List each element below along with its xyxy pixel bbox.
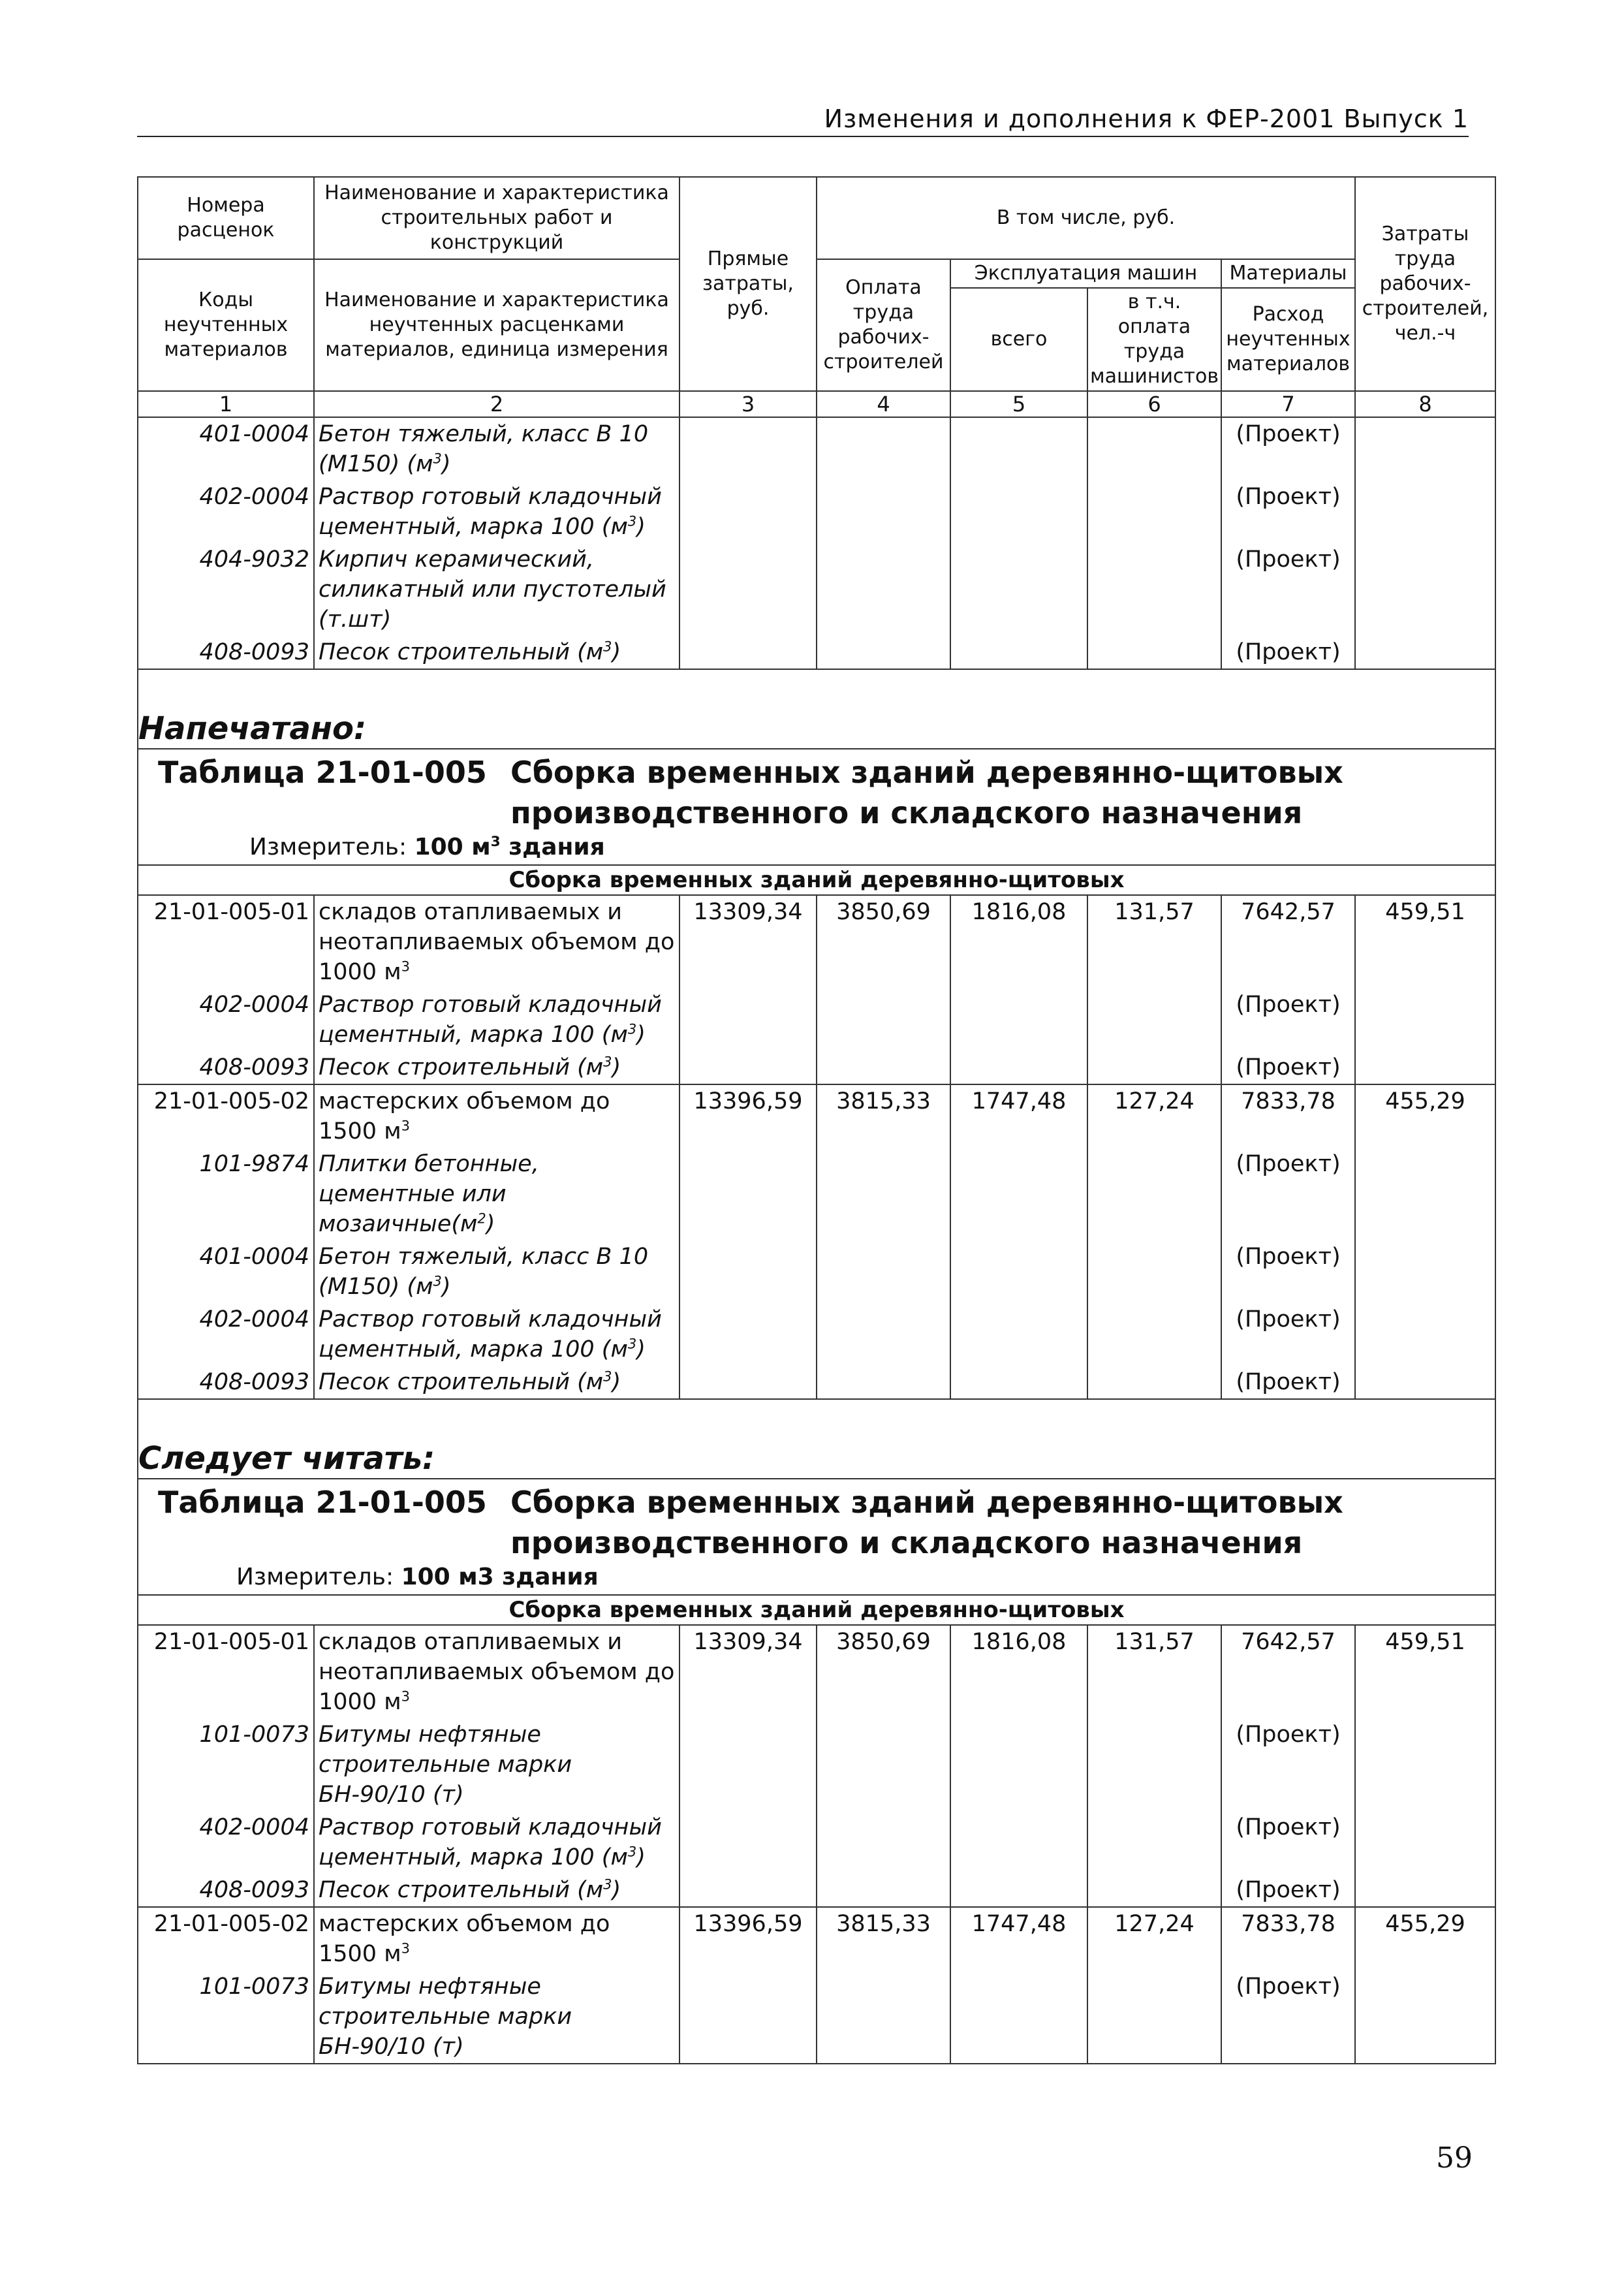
material-consumption: (Проект)	[1221, 1718, 1355, 1811]
labor-pay: 3815,33	[817, 1907, 950, 1970]
table-row	[138, 1907, 1495, 1970]
measure-unit: Измеритель: 100 $м^3$ здания	[249, 834, 605, 860]
material-consumption: (Проект)	[1221, 1240, 1355, 1303]
materials-cost: 7642,57	[1221, 1625, 1355, 1718]
col2-header-bottom: Наименование и характеристика неучтенных расценками материалов, единица измерения	[314, 259, 679, 391]
table-row	[138, 417, 1495, 481]
material-name: Кирпич керамический, силикатный или пустотелый (т.шт)	[314, 543, 679, 636]
material-name: Раствор готовый кладочный цементный, марка 100 $(м^3)$	[314, 481, 679, 543]
labor-pay: 3850,69	[817, 1625, 950, 1718]
material-name: Битумы нефтяные строительные марки БН-90/10 (т)	[314, 1970, 679, 2064]
machines-total: 1747,48	[950, 1084, 1087, 1148]
work-name: складов отапливаемых и неотапливаемых объемом до 1000 $м^3$	[314, 895, 679, 988]
work-name: складов отапливаемых и неотапливаемых объемом до 1000 $м^3$	[314, 1625, 679, 1718]
col1-header-bottom: Коды неучтенных материалов	[138, 259, 314, 391]
material-name: Песок строительный $(м^3)$	[314, 636, 679, 669]
col5-header: всего	[950, 288, 1087, 391]
direct-cost: 13396,59	[679, 1907, 817, 1970]
labor-hours: 459,51	[1355, 1625, 1495, 1718]
work-name: мастерских объемом до 1500 $м^3$	[314, 1907, 679, 1970]
material-consumption: (Проект)	[1221, 636, 1355, 669]
col-number: 2	[314, 391, 679, 417]
material-consumption: (Проект)	[1221, 1148, 1355, 1240]
material-code: 101-0073	[138, 1718, 314, 1811]
material-code: 401-0004	[138, 1240, 314, 1303]
material-name: Песок строительный $(м^3)$	[314, 1874, 679, 1907]
material-name: Раствор готовый кладочный цементный, марка 100 $(м^3)$	[314, 1811, 679, 1874]
section-heading-printed: Напечатано:	[138, 710, 367, 747]
material-consumption: (Проект)	[1221, 1811, 1355, 1874]
document-body	[137, 176, 1495, 2064]
col-number: 6	[1087, 391, 1221, 417]
material-code: 408-0093	[138, 1874, 314, 1907]
table-row	[138, 1303, 1495, 1366]
material-name: Раствор готовый кладочный цементный, марка 100 $(м^3)$	[314, 988, 679, 1051]
material-name: Бетон тяжелый, класс В 10 (М150) $(м^3)$	[314, 417, 679, 481]
machinist-pay: 131,57	[1087, 1625, 1221, 1718]
col4-header: Оплата труда рабочих-строителей	[817, 259, 950, 391]
col2-header-top: Наименование и характеристика строительных работ и конструкций	[314, 177, 679, 259]
table-row	[138, 1051, 1495, 1084]
table-row	[138, 1970, 1495, 2064]
table-row	[138, 1240, 1495, 1303]
material-consumption: (Проект)	[1221, 1874, 1355, 1907]
table-row	[138, 636, 1495, 669]
col6-header: в т.ч. оплата труда машинистов	[1087, 288, 1221, 391]
table-row	[138, 543, 1495, 636]
labor-pay: 3850,69	[817, 895, 950, 988]
running-header: Изменения и дополнения к ФЕР-2001 Выпуск 1	[137, 104, 1469, 137]
direct-cost: 13309,34	[679, 895, 817, 988]
material-code: 402-0004	[138, 1303, 314, 1366]
material-consumption: (Проект)	[1221, 1970, 1355, 2064]
col8-header: Затраты труда рабочих-строителей, чел.-ч	[1355, 177, 1495, 391]
material-code: 101-9874	[138, 1148, 314, 1240]
col-number: 8	[1355, 391, 1495, 417]
material-code: 401-0004	[138, 417, 314, 481]
material-consumption: (Проект)	[1221, 988, 1355, 1051]
group-title: Сборка временных зданий деревянно-щитовых	[138, 1595, 1495, 1625]
direct-cost: 13309,34	[679, 1625, 817, 1718]
material-code: 408-0093	[138, 636, 314, 669]
table-row	[138, 1874, 1495, 1907]
direct-cost: 13396,59	[679, 1084, 817, 1148]
material-consumption: (Проект)	[1221, 1366, 1355, 1399]
col-number: 4	[817, 391, 950, 417]
col-number: 3	[679, 391, 817, 417]
material-name: Раствор готовый кладочный цементный, марка 100 $(м^3)$	[314, 1303, 679, 1366]
labor-pay: 3815,33	[817, 1084, 950, 1148]
rates-table	[137, 176, 1496, 2064]
page-number: 59	[1436, 2141, 1473, 2175]
material-name: Битумы нефтяные строительные марки БН-90/10 (т)	[314, 1718, 679, 1811]
col3-header: Прямые затраты, руб.	[679, 177, 817, 391]
table-row	[138, 1718, 1495, 1811]
section-heading-corrected: Следует читать:	[138, 1440, 435, 1477]
table-row	[138, 481, 1495, 543]
in-total-header: В том числе, руб.	[817, 177, 1355, 259]
material-code: 402-0004	[138, 481, 314, 543]
labor-hours: 455,29	[1355, 1907, 1495, 1970]
rate-code: 21-01-005-02	[138, 1907, 314, 1970]
material-name: Бетон тяжелый, класс В 10 (М150) $(м^3)$	[314, 1240, 679, 1303]
measure-unit: Измеритель: 100 м3 здания	[236, 1564, 599, 1590]
table-title: Таблица 21-01-005 Сборка временных зданий деревянно-щитовых производственного и складского назначения	[158, 755, 1343, 830]
machines-total: 1747,48	[950, 1907, 1087, 1970]
materials-cost: 7833,78	[1221, 1907, 1355, 1970]
col7-header: Расход неучтенных материалов	[1221, 288, 1355, 391]
rate-code: 21-01-005-01	[138, 1625, 314, 1718]
material-name: Песок строительный $(м^3)$	[314, 1366, 679, 1399]
col-number: 1	[138, 391, 314, 417]
work-name: мастерских объемом до 1500 $м^3$	[314, 1084, 679, 1148]
materials-cost: 7642,57	[1221, 895, 1355, 988]
material-name: Плитки бетонные, цементные или $мозаичные(м^2)$	[314, 1148, 679, 1240]
table-row	[138, 1366, 1495, 1399]
column-numbers-row	[138, 391, 1495, 417]
material-code: 408-0093	[138, 1051, 314, 1084]
machinist-pay: 127,24	[1087, 1907, 1221, 1970]
material-name: Песок строительный $(м^3)$	[314, 1051, 679, 1084]
labor-hours: 459,51	[1355, 895, 1495, 988]
table-row	[138, 1148, 1495, 1240]
material-code: 408-0093	[138, 1366, 314, 1399]
machinist-pay: 127,24	[1087, 1084, 1221, 1148]
machines-header: Эксплуатация машин	[950, 259, 1221, 288]
col-number: 5	[950, 391, 1087, 417]
material-consumption: (Проект)	[1221, 1051, 1355, 1084]
table-row	[138, 1811, 1495, 1874]
material-code: 404-9032	[138, 543, 314, 636]
table-title: Таблица 21-01-005 Сборка временных зданий деревянно-щитовых производственного и складского назначения	[158, 1485, 1343, 1560]
machines-total: 1816,08	[950, 895, 1087, 988]
material-code: 402-0004	[138, 1811, 314, 1874]
machinist-pay: 131,57	[1087, 895, 1221, 988]
material-consumption: (Проект)	[1221, 1303, 1355, 1366]
material-consumption: (Проект)	[1221, 481, 1355, 543]
labor-hours: 455,29	[1355, 1084, 1495, 1148]
materials-header: Материалы	[1221, 259, 1355, 288]
table-row	[138, 988, 1495, 1051]
machines-total: 1816,08	[950, 1625, 1087, 1718]
group-title: Сборка временных зданий деревянно-щитовых	[138, 865, 1495, 895]
rate-code: 21-01-005-02	[138, 1084, 314, 1148]
table-row	[138, 1625, 1495, 1718]
material-code: 101-0073	[138, 1970, 314, 2064]
col1-header-top: Номера расценок	[138, 177, 314, 259]
table-row	[138, 895, 1495, 988]
material-consumption: (Проект)	[1221, 417, 1355, 481]
materials-cost: 7833,78	[1221, 1084, 1355, 1148]
material-consumption: (Проект)	[1221, 543, 1355, 636]
col-number: 7	[1221, 391, 1355, 417]
material-code: 402-0004	[138, 988, 314, 1051]
rate-code: 21-01-005-01	[138, 895, 314, 988]
table-row	[138, 1084, 1495, 1148]
